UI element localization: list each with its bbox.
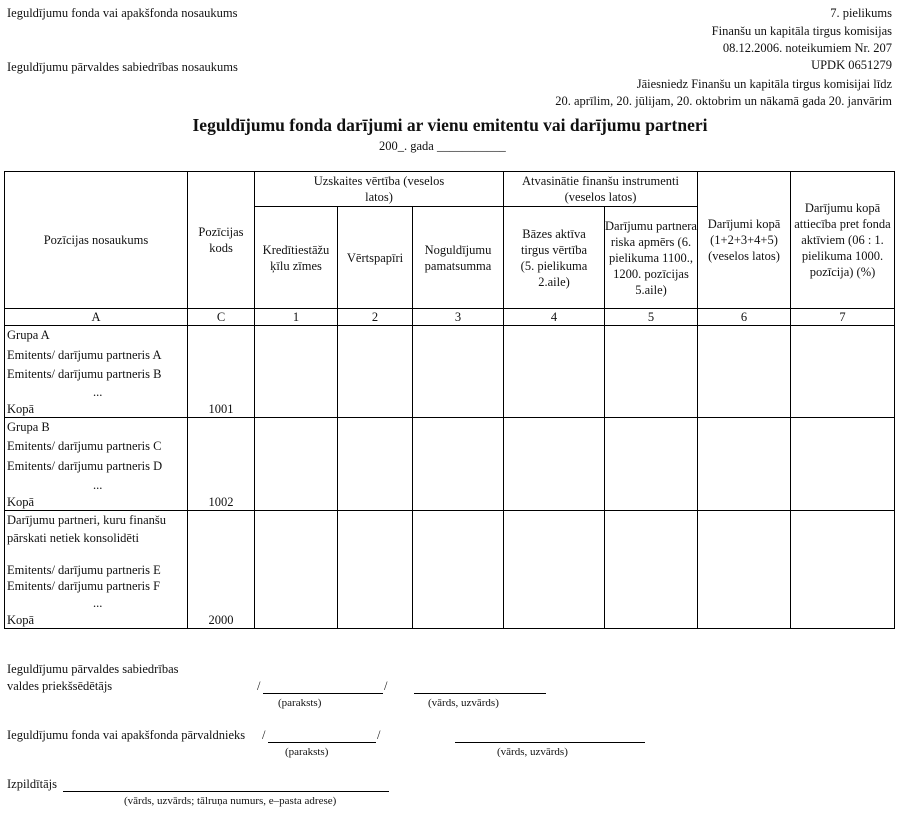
table-row-unconsolidated xyxy=(5,511,895,629)
updk-code: UPDK 0651279 xyxy=(811,58,892,72)
table-cell[interactable] xyxy=(605,326,698,418)
table-cell[interactable] xyxy=(605,511,698,629)
table-cell[interactable] xyxy=(338,511,413,629)
regulation-line: 08.12.2006. noteikumiem Nr. 207 xyxy=(722,41,892,55)
table-cell[interactable] xyxy=(504,326,605,418)
page-title: Ieguldījumu fonda darījumi ar vienu emitentu vai darījumu partneri xyxy=(192,115,708,135)
table-cell[interactable] xyxy=(255,511,338,629)
manager-signature-line[interactable] xyxy=(268,742,376,743)
manager-name-line[interactable] xyxy=(455,742,645,743)
chair-name-caption: (vārds, uzvārds) xyxy=(428,697,499,709)
row-code-1002: 1002 xyxy=(188,418,255,511)
table-cell[interactable] xyxy=(504,418,605,511)
annex-number: 7. pielikums xyxy=(830,6,892,20)
year-line: 200_. gada ___________ xyxy=(379,139,506,153)
col-letter: 5 xyxy=(605,309,698,326)
table-cell[interactable] xyxy=(698,511,791,629)
table-cell[interactable] xyxy=(413,326,504,418)
table-cell[interactable] xyxy=(255,326,338,418)
col-letter: 7 xyxy=(791,309,895,326)
group-header-derivatives: Atvasinātie finanšu instrumenti (veselos latos) xyxy=(504,172,698,207)
chair-signature-line[interactable] xyxy=(263,693,383,694)
table-row-group-a xyxy=(5,326,895,418)
table-cell[interactable] xyxy=(338,418,413,511)
chair-name-line[interactable] xyxy=(414,693,546,694)
col-header-4: Bāzes aktīva tirgus vērtība (5. pielikuma 2.aile) xyxy=(504,207,605,309)
row-code-2000: 2000 xyxy=(188,511,255,629)
manager-label: Ieguldījumu fonda vai apakšfonda pārvaldnieks xyxy=(7,728,246,742)
col-letter: 1 xyxy=(255,309,338,326)
chair-signature-slash-right: / xyxy=(384,679,388,693)
column-letters-row xyxy=(5,309,895,326)
col-header-5: Darījumu partnera riska apmērs (6. pielikuma 1100., 1200. pozīcijas 5.aile) xyxy=(605,207,698,309)
table-cell[interactable] xyxy=(791,326,895,418)
manager-signature-slash-right: / xyxy=(377,728,381,742)
row-code-1001: 1001 xyxy=(188,326,255,418)
chair-label-line1: Ieguldījumu pārvaldes sabiedrības xyxy=(7,662,179,676)
table-cell[interactable] xyxy=(413,418,504,511)
table-cell[interactable] xyxy=(791,418,895,511)
table-cell[interactable] xyxy=(791,511,895,629)
manager-signature-slash-left: / xyxy=(262,728,266,742)
table-cell[interactable] xyxy=(413,511,504,629)
table-cell[interactable] xyxy=(338,326,413,418)
col-header-1: Kredītiestāžu ķīlu zīmes xyxy=(255,207,338,309)
executor-line[interactable] xyxy=(63,791,389,792)
col-letter: A xyxy=(5,309,188,326)
table-cell[interactable] xyxy=(605,418,698,511)
table-cell[interactable] xyxy=(698,418,791,511)
col-header-name: Pozīcijas nosaukums xyxy=(5,172,188,309)
group-header-accounting: Uzskaites vērtība (veselos latos) xyxy=(255,172,504,207)
transactions-table xyxy=(4,171,895,629)
submit-deadline-line1: Jāiesniedz Finanšu un kapitāla tirgus komisijai līdz xyxy=(636,77,892,91)
col-header-7: Darījumu kopā attiecība pret fonda aktīviem (06 : 1. pielikuma 1000. pozīcija) (%) xyxy=(791,172,895,309)
col-letter: 4 xyxy=(504,309,605,326)
submit-deadline-line2: 20. aprīlim, 20. jūlijam, 20. oktobrim un nākamā gada 20. janvārim xyxy=(555,94,892,108)
chair-signature-slash-left: / xyxy=(257,679,261,693)
col-header-6: Darījumi kopā (1+2+3+4+5) (veselos latos) xyxy=(698,172,791,309)
row-label-unconsolidated: Darījumu partneri, kuru finanšu pārskati netiek konsolidēti Emitents/ darījumu partneris E Emitents/ darījumu partneris F ... Kopā xyxy=(5,511,188,629)
col-header-3: Noguldījumu pamatsumma xyxy=(413,207,504,309)
col-letter: 6 xyxy=(698,309,791,326)
col-letter: C xyxy=(188,309,255,326)
table-cell[interactable] xyxy=(698,326,791,418)
manager-signature-caption: (paraksts) xyxy=(285,746,329,758)
company-name-label: Ieguldījumu pārvaldes sabiedrības nosaukums xyxy=(7,60,238,74)
table-cell[interactable] xyxy=(255,418,338,511)
chair-signature-caption: (paraksts) xyxy=(278,697,322,709)
table-row-group-b xyxy=(5,418,895,511)
row-label-group-a: Grupa A Emitents/ darījumu partneris A Emitents/ darījumu partneris B ... Kopā xyxy=(5,326,188,418)
table-cell[interactable] xyxy=(504,511,605,629)
row-label-group-b: Grupa B Emitents/ darījumu partneris C Emitents/ darījumu partneris D ... Kopā xyxy=(5,418,188,511)
col-letter: 2 xyxy=(338,309,413,326)
manager-name-caption: (vārds, uzvārds) xyxy=(497,746,568,758)
executor-label: Izpildītājs xyxy=(7,777,57,791)
commission-line: Finanšu un kapitāla tirgus komisijas xyxy=(711,24,892,38)
col-header-code: Pozīcijas kods xyxy=(188,172,255,309)
fund-name-label: Ieguldījumu fonda vai apakšfonda nosaukums xyxy=(7,6,238,20)
chair-label-line2: valdes priekšsēdētājs xyxy=(7,679,113,693)
col-header-2: Vērtspapīri xyxy=(338,207,413,309)
executor-caption: (vārds, uzvārds; tālruņa numurs, e–pasta adrese) xyxy=(124,795,337,807)
col-letter: 3 xyxy=(413,309,504,326)
